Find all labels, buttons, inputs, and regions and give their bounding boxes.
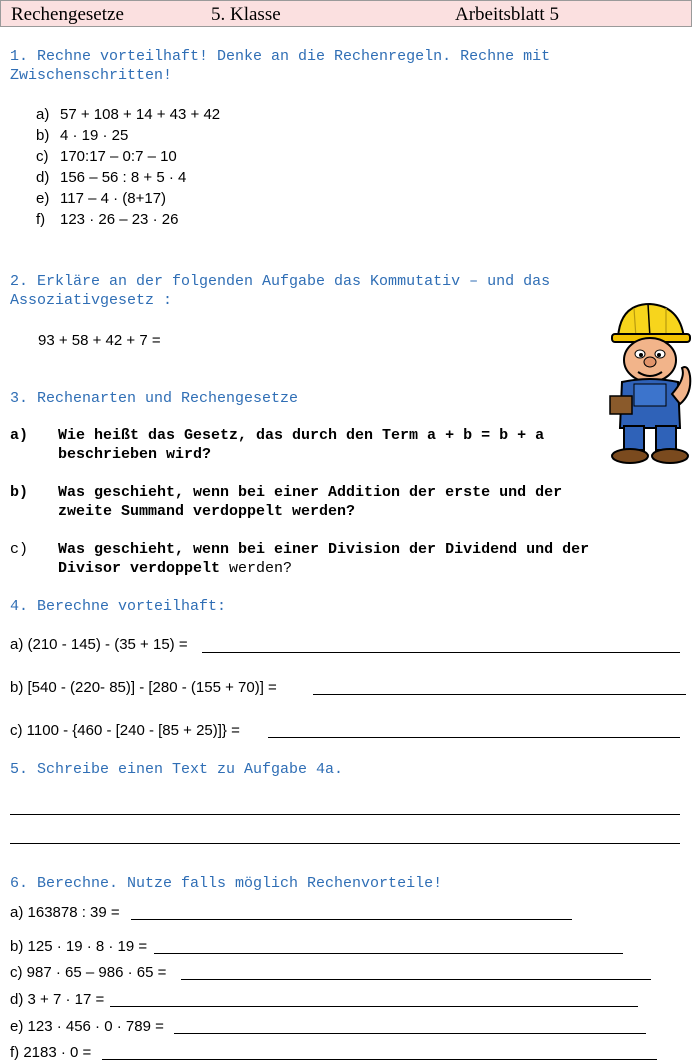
s2-heading bbox=[10, 272, 550, 310]
s6-heading: 6. Berechne. Nutze falls möglich Rechenvorteile! bbox=[10, 875, 443, 892]
header-sheet-number: Arbeitsblatt 5 bbox=[455, 4, 559, 25]
s3-question-b: b) Was geschieht, wenn bei einer Addition der erste und der zweite Summand verdoppelt werden? bbox=[10, 484, 563, 520]
s6-task-b: b) 125 · 19 · 8 · 19 = bbox=[10, 938, 148, 955]
s3-heading: 3. Rechenarten und Rechengesetze bbox=[10, 390, 299, 407]
s1-task-list bbox=[36, 104, 220, 230]
s1-task-b: b) 4 · 19 · 25 bbox=[36, 127, 129, 144]
s5-writing-line-1[interactable] bbox=[10, 814, 680, 815]
s3-question-a: a) Wie heißt das Gesetz, das durch den Term a + b = b + a beschrieben wird? bbox=[10, 427, 545, 463]
s4-task-c: c) 1100 - {460 - [240 - [85 + 25)]} = bbox=[10, 722, 240, 739]
s2-heading-line2: Assoziativgesetz : bbox=[10, 292, 173, 309]
s6-answer-line-e[interactable] bbox=[174, 1033, 646, 1034]
s6-answer-line-c[interactable] bbox=[181, 979, 651, 980]
header-grade: 5. Klasse bbox=[211, 4, 281, 25]
s1-task-e: e) 117 – 4 · (8+17) bbox=[36, 190, 167, 207]
s6-answer-line-a[interactable] bbox=[131, 919, 572, 920]
s5-heading: 5. Schreibe einen Text zu Aufgabe 4a. bbox=[10, 761, 344, 778]
s6-answer-line-b[interactable] bbox=[154, 953, 623, 954]
s5-writing-line-2[interactable] bbox=[10, 843, 680, 844]
s4-task-b: b) [540 - (220- 85)] - [280 - (155 + 70)] = bbox=[10, 679, 277, 696]
s1-task-d: d) 156 – 56 : 8 + 5 · 4 bbox=[36, 169, 187, 186]
s3-question-c: c) Was geschieht, wenn bei einer Division der Dividend und der Divisor verdoppelt werden? bbox=[10, 541, 590, 577]
s4-answer-line-c[interactable] bbox=[268, 737, 680, 738]
s4-answer-line-a[interactable] bbox=[202, 652, 680, 653]
s2-task: 93 + 58 + 42 + 7 = bbox=[38, 332, 161, 349]
s1-heading-line1: 1. Rechne vorteilhaft! Denke an die Rechenregeln. Rechne mit bbox=[10, 48, 551, 65]
s1-task-f: f) 123 · 26 – 23 · 26 bbox=[36, 211, 179, 228]
s6-task-d: d) 3 + 7 · 17 = bbox=[10, 991, 105, 1008]
s6-task-a: a) 163878 : 39 = bbox=[10, 904, 120, 921]
s1-task-a: a) 57 + 108 + 14 + 43 + 42 bbox=[36, 106, 221, 123]
s6-task-f: f) 2183 · 0 = bbox=[10, 1044, 92, 1061]
s6-answer-line-d[interactable] bbox=[110, 1006, 638, 1007]
s1-heading bbox=[10, 47, 550, 85]
s6-task-e: e) 123 · 456 · 0 · 789 = bbox=[10, 1018, 164, 1035]
s2-heading-line1: 2. Erkläre an der folgenden Aufgabe das Kommutativ – und das bbox=[10, 273, 551, 290]
worksheet-header bbox=[0, 0, 692, 27]
s4-answer-line-b[interactable] bbox=[313, 694, 686, 695]
s6-task-c: c) 987 · 65 – 986 · 65 = bbox=[10, 964, 167, 981]
s4-heading: 4. Berechne vorteilhaft: bbox=[10, 598, 227, 615]
s1-heading-line2: Zwischenschritten! bbox=[10, 67, 173, 84]
header-topic: Rechengesetze bbox=[11, 4, 124, 25]
s6-answer-line-f[interactable] bbox=[102, 1059, 657, 1060]
s1-task-c: c) 170:17 – 0:7 – 10 bbox=[36, 148, 177, 165]
s4-task-a: a) (210 - 145) - (35 + 15) = bbox=[10, 636, 188, 653]
